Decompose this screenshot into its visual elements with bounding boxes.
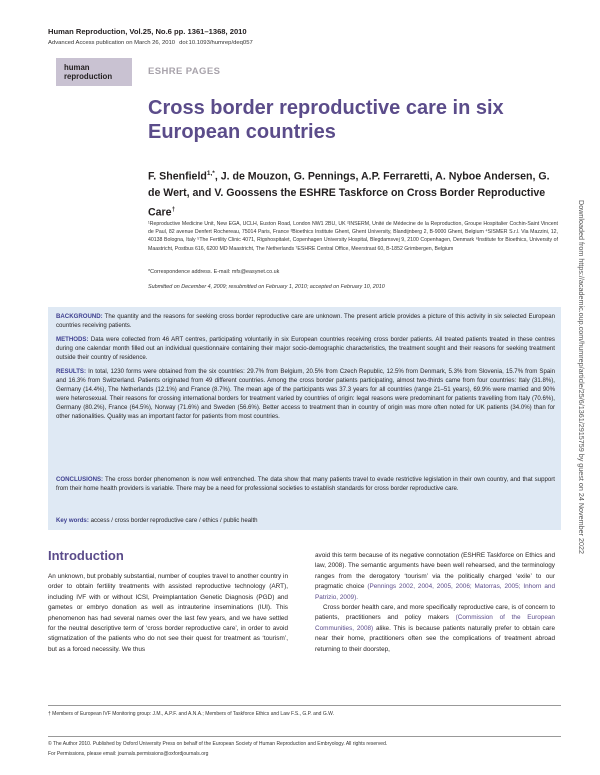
abstract-methods: METHODS: Data were collected from 46 ART centres, participating voluntarily in six European countries receiving cross border patients. All treated patients treated in these centres during one calendar month filled out an individual questionnaire containing their major socio-demographic characteristics, the treatment sought and their reasons for seeking treatment outside their country of residence. xyxy=(56,336,555,362)
footer-divider xyxy=(48,736,561,737)
submission-dates: Submitted on December 4, 2009; resubmitted on February 1, 2010; accepted on February 10, 2010 xyxy=(148,284,385,290)
journal-citation: Human Reproduction, Vol.25, No.6 pp. 1361–1368, 2010 xyxy=(48,27,247,36)
reference-link[interactable]: (Commission of the European Communities, 2008) xyxy=(315,614,555,632)
doi-link[interactable]: doi:10.1093/humrep/deq057 xyxy=(179,40,253,46)
access-date: Advanced Access publication on March 26, 2010 xyxy=(48,40,176,46)
intro-paragraph: An unknown, but probably substantial, number of couples travel to another country in order to obtain fertility treatments with assisted reproductive technology (ART), including IVF with or without ICSI, Preimplantation Genetic Diagnosis (PGD) and gametes or embryo donation as well as intrauterine inseminations (IUI). This phenomenon has had several names over the last few years, and we have settled for the neutral descriptive term of ‘cross border reproductive care’, in order to avoid stigmatization of the patients who do not see their quest for treatment as ‘tourism’, but as a forced necessity. We thus xyxy=(48,573,288,653)
abstract-keywords: Key words: access / cross border reproductive care / ethics / public health xyxy=(56,517,258,524)
copyright-notice: © The Author 2010. Published by Oxford University Press on behalf of the European Society of Human Reproduction and Embryology. All rights reserved. xyxy=(48,741,388,747)
permissions-notice: For Permissions, please email: journals.permissions@oxfordjournals.org xyxy=(48,751,209,757)
logo-line-1: human xyxy=(64,63,90,72)
section-heading-introduction: Introduction xyxy=(48,548,124,563)
affiliations: ¹Reproductive Medicine Unit, New EGA, UCLH, Euston Road, London NW1 2BU, UK ²INSERM, Unité de Médecine de la Reproduction, Groupe Hospitalier Cochin-Saint Vincent de Paul, 82 avenue Denfert Rochereau, 75014 Paris, France ³Bioethics Institute Ghent, Ghent University, Blandijnberg 2, B-9000 Ghent, Belgium ⁴SISMER S.r.l. Via Mazzini, 12, 40138 Bologna, Italy ⁵The Fertility Clinic 4071, Rigshospitalet, Copenhagen University Hospital, Blegdamsvej 9, 2100 Copenhagen, Denmark ⁶Institute for Bioethics, University of Maastricht, Postbus 616, 6200 MD Maastricht, The Netherlands ⁷ESHRE Central Office, Meerstraat 60, B-1852 Grimbergen, Belgium xyxy=(148,221,558,252)
author-list: F. Shenfield$^{1,*}$, J. de Mouzon, G. Pennings, A.P. Ferraretti, A. Nyboe Andersen, G. de Wert, and V. Goossens the ESHRE Taskforce on Cross Border Reproductive Care† xyxy=(148,170,550,219)
section-label: ESHRE PAGES xyxy=(148,66,221,77)
intro-paragraph: Cross border health care, and more specifically reproductive care, is of concern to patients, practitioners and policy makers (Commission of the European Communities, 2008) alike. This is because patients naturally prefer to obtain care near their home, practitioners often see the complications of treatment abroad returning to their doorstep, xyxy=(315,604,555,653)
correspondence: *Correspondence address. E-mail: mfs@easynet.co.uk xyxy=(148,269,280,275)
intro-paragraph: avoid this term because of its negative connotation (ESHRE Taskforce on Ethics and law, 2008). The semantic arguments have been well rehearsed, and the terminology ranges from the derogatory ‘tourism’ via the politically charged ‘exile’ to our pragmatic choice (Pennings 2002, 2004, 2005, 2006; Matorras, 2005; Inhorn and Patrizio, 2009). xyxy=(315,552,556,601)
abstract-background: BACKGROUND: The quantity and the reasons for seeking cross border reproductive care are unknown. The present article provides a picture of this activity in six selected European countries receiving patients. xyxy=(56,313,555,330)
journal-logo xyxy=(56,58,132,86)
reference-link[interactable]: (Pennings 2002, 2004, 2005, 2006; Matorras, 2005; Inhorn and Patrizio, 2009). xyxy=(315,583,556,601)
footnote-divider xyxy=(48,705,561,706)
other-authors: , J. de Mouzon, G. Pennings, A.P. Ferraretti, A. Nyboe Andersen, G. de Wert, and V. Goossens the ESHRE Taskforce on Cross Border Reproductive Care xyxy=(148,170,550,219)
download-watermark: Downloaded from https://academic.oup.com/humrep/article/25/6/1361/2915759 by guest on 24 November 2022 xyxy=(577,200,586,555)
article-title: Cross border reproductive care in six European countries xyxy=(148,97,504,143)
logo-line-2: reproduction xyxy=(64,72,113,81)
intro-right-column xyxy=(315,551,555,655)
abstract-conclusions: CONCLUSIONS: The cross border phenomenon is now well entrenched. The data show that many patients travel to evade restrictive legislation in their own country, and that support from their home health providers is variable. There may be a need for professional societies to establish standards for cross border reproductive care. xyxy=(56,476,555,493)
footnote: † Members of European IVF Monitoring group: J.M., A.P.F. and A.N.A.; Members of Taskforce Ethics and Law F.S., G.P. and G.W. xyxy=(48,711,334,717)
first-author: F. Shenfield xyxy=(148,170,207,183)
abstract-box xyxy=(48,307,561,530)
access-info xyxy=(48,40,253,46)
intro-left-column xyxy=(48,572,288,655)
abstract-results: RESULTS: In total, 1230 forms were obtained from the six countries: 29.7% from Belgium, 20.5% from Czech Republic, 12.5% from Denmark, 5.3% from Slovenia, 15.7% from Spain and 16.3% from Switzerland. Patients originated from 49 different countries. Among the cross border patients participating, almost two-thirds came from four countries: Italy (31.8%), Germany (14.4%), The Netherlands (12.1%) and France (8.7%). The mean age of the participants was 37.3 years for all countries (range 21–51 years), 69.9% were married and 90% were heterosexual. Their reasons for crossing international borders for treatment varied by countries of origin: legal reasons were predominant for patients travelling from Italy (70.6%), Germany (80.2%), France (64.5%), Norway (71.6%) and Sweden (56.6%). Better access to treatment than in country of origin was more often noted for UK patients (34.0%) than for other nationalities. Quality was an important factor for patients from most countries. xyxy=(56,368,555,421)
